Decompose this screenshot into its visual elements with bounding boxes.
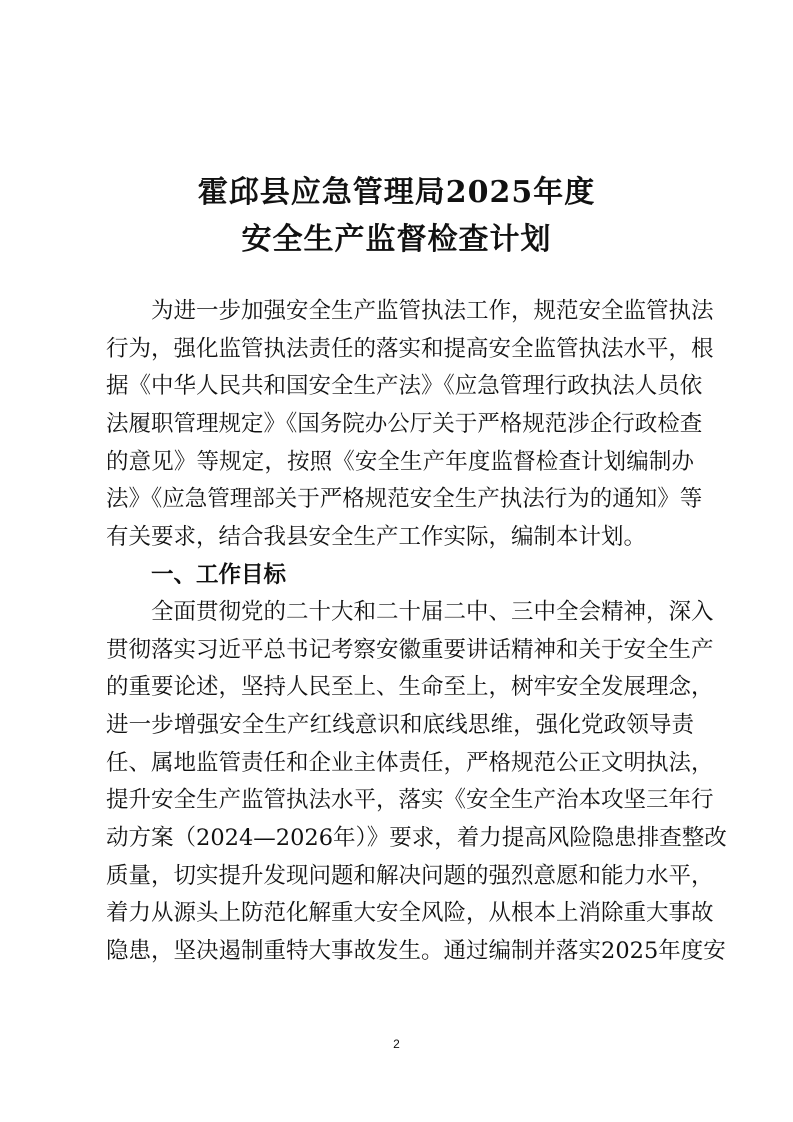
paragraph-line: 提升安全生产监管执法水平，落实《安全生产治本攻坚三年行 xyxy=(106,787,714,813)
paragraph-line: 全面贯彻党的二十大和二十届二中、三中全会精神，深入 xyxy=(151,599,714,625)
paragraph-line: 进一步增强安全生产红线意识和底线思维，强化党政领导责 xyxy=(106,712,694,738)
paragraph-line: 质量，切实提升发现问题和解决问题的强烈意愿和能力水平， xyxy=(106,863,714,889)
paragraph-line: 有关要求，结合我县安全生产工作实际，编制本计划。 xyxy=(106,524,647,550)
document-title-line-2: 安全生产监督检查计划 xyxy=(241,222,552,257)
paragraph-line: 的重要论述，坚持人民至上、生命至上，树牢安全发展理念， xyxy=(106,674,714,700)
section-heading: 一、工作目标 xyxy=(151,562,287,588)
paragraph-line: 隐患，坚决遏制重特大事故发生。通过编制并落实2025年度安 xyxy=(106,938,726,964)
paragraph-line: 行为，强化监管执法责任的落实和提高安全监管执法水平，根 xyxy=(106,336,714,362)
paragraph-line: 着力从源头上防范化解重大安全风险，从根本上消除重大事故 xyxy=(106,900,714,926)
paragraph-line: 法履职管理规定》《国务院办公厅关于严格规范涉企行政检查 xyxy=(106,411,703,437)
document-title-line-1: 霍邱县应急管理局2025年度 xyxy=(197,175,596,210)
paragraph-line: 法》《应急管理部关于严格规范安全生产执法行为的通知》等 xyxy=(106,486,703,512)
paragraph-line: 贯彻落实习近平总书记考察安徽重要讲话精神和关于安全生产 xyxy=(106,637,714,663)
paragraph-line: 任、属地监管责任和企业主体责任，严格规范公正文明执法， xyxy=(106,750,714,776)
paragraph-line: 为进一步加强安全生产监管执法工作，规范安全监管执法 xyxy=(151,298,714,324)
page-number: 2 xyxy=(393,1037,400,1051)
paragraph-line: 据《中华人民共和国安全生产法》《应急管理行政执法人员依 xyxy=(106,373,703,399)
paragraph-line: 的意见》等规定，按照《安全生产年度监督检查计划编制办 xyxy=(106,449,694,475)
paragraph-line: 动方案（2024—2026年）》要求，着力提高风险隐患排查整改 xyxy=(106,825,727,851)
